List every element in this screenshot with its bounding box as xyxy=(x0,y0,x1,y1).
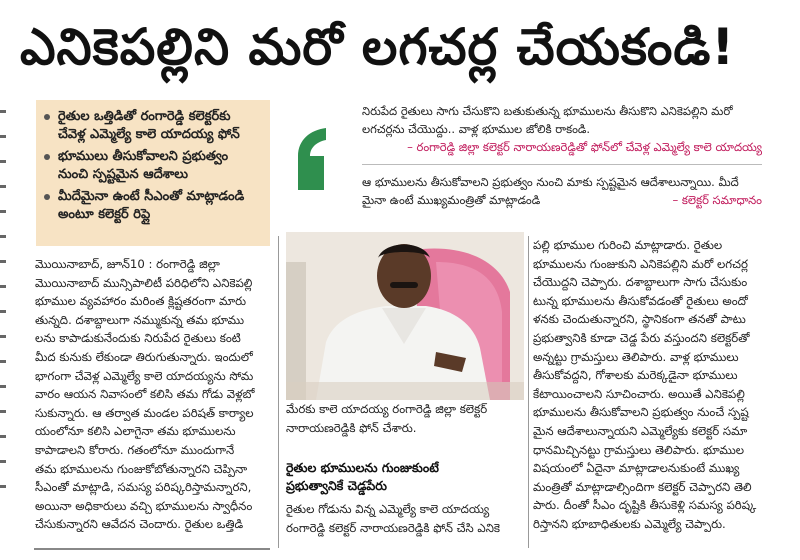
highlights-box xyxy=(36,100,270,246)
article-column-1: మొయినాబాద్, జూన్10 : రంగారెడ్డి జిల్లా మొయినాబాద్ మున్సిపాలిటీ పరిధిలోని ఎనికెపల్లి భూముల వ్యవహారం మరింత క్లిష్టతరంగా మారు తున్నది. దశాబ్దాలుగా నమ్ముకున్న తమ భూము లను కాపాడుకునేందుకు నిరుపేద రైతులు కంటి మీద కునుకు లేకుండా తిరుగుతున్నారు. ఇందులో భాగంగా చేవెళ్ల ఎమ్మెల్యే కాలె యాదయ్యను సోమ వారం ఆయన నివాసంలో కలిసి తమ గోడు వెళ్లబో సుకున్నారు. ఆ తర్వాత మండల పరిషత్ కార్యాల యంలోనూ కలిసి ఎలాగైనా తమ భూములను కాపాడాలని కోరారు. గతంలోనూ ముందుగానే తమ భూములను గుంజుకోబోతున్నారని చెప్పినా సీఎంతో మాట్లాడి, సమస్య పరిష్కరిస్తామన్నారని, అయినా అధికారులు వచ్చి భూములను స్వాధీనం చేసుకున్నారని ఆవేదన చెందారు. రైతుల ఒత్తిడి xyxy=(35,257,255,532)
quote-mark-icon xyxy=(288,126,330,192)
highlight-item xyxy=(44,108,262,144)
reply-line: మైనా ఉంటే ముఖ్యమంత్రితో మాట్లాడండి xyxy=(362,193,541,207)
quote-line: నిరుపేద రైతులు సాగు చేసుకొని బతుకుతున్న భూములను తీసుకొని ఎనికెపల్లిని మరో xyxy=(362,104,733,118)
highlight-text: భూములు తీసుకోవాలని ప్రభుత్వం నుంచి స్పష్టమైన ఆదేశాలు xyxy=(58,149,229,182)
photo-caption: మేరకు కాలె యాదయ్య రంగారెడ్డి జిల్లా కలెక్టర్ నారాయణరెడ్డికి ఫోన్ చేశారు. xyxy=(286,402,488,435)
subheading: రైతుల భూములను గుంజుకుంటే ప్రభుత్వానికే చెడ్డపేరు xyxy=(286,460,439,493)
highlight-text: రైతుల ఒత్తిడితో రంగారెడ్డి కలెక్టర్‌కు చేవెళ్ల ఎమ్మెల్యే కాలె యాదయ్య ఫోన్ xyxy=(58,109,240,142)
article-column-3: పల్లి భూముల గురించి మాట్లాడారు. రైతుల భూములను గుంజుకుని ఎనికెపల్లిని మరో లగచర్ల చేయొద్దని చెప్పారు. దశాబ్దాలుగా సాగు చేసుకుం టున్న భూములను తీసుకోవడంతో రైతులు అందో ళనకు చెందుతున్నారని, స్థానికంగా తనతో పాటు ప్రభుత్వానికి కూడా చెడ్డ పేరు వస్తుందని కలెక్టర్‌తో అన్నట్టు గ్రామస్తులు తెలిపారు. వాళ్ల భూములు తీసుకోవద్దని, గోశాలకు మరెక్కడైనా భూములు కేటాయించాలని సూచించారు. అయితే ఎనికెపల్లి భూములను తీసుకోవాలని ప్రభుత్వం నుంచే స్పష్ట మైన ఆదేశాలున్నాయని ఎమ్మెల్యేకు కలెక్టర్ సమా ధానమిచ్చినట్టు గ్రామస్తులు తెలిపారు. భూముల విషయంలో ఏదైనా మాట్లాడాలనుకుంటే ముఖ్య మంత్రితో మాట్లాడాల్సిందిగా కలెక్టర్ చెప్పారని తెలి పారు. దీంతో సీఎం దృష్టికి తీసుకెళ్లి సమస్య పరిష్క రిస్తానని భూబాధితులకు ఎమ్మెల్యే చెప్పారు. xyxy=(533,238,757,531)
highlight-item xyxy=(44,148,262,184)
quote-attribution: – రంగారెడ్డి జిల్లా కలెక్టర్ నారాయణరెడ్డితో ఫోన్‌లో చేవెళ్ల ఎమ్మెల్యే కాలె యాదయ్య xyxy=(407,140,762,154)
reply-attribution: – కలెక్టర్ సమాధానం xyxy=(672,193,762,207)
mla-portrait-image xyxy=(286,232,524,400)
divider xyxy=(362,164,762,165)
previous-column-edge xyxy=(0,110,8,560)
bottom-rule xyxy=(34,548,270,550)
mla-photo xyxy=(286,232,524,400)
bullet-icon xyxy=(44,114,50,120)
article-column-2: రైతుల గోడును విన్న ఎమ్మెల్యే కాలె యాదయ్య రంగారెడ్డి కలెక్టర్ నారాయణరెడ్డికి ఫోన్ చేసి ఎనికె xyxy=(286,502,501,535)
reply-line: ఆ భూములను తీసుకోవాలని ప్రభుత్వం నుంచి మాకు స్పష్టమైన ఆదేశాలున్నాయి. మీదే xyxy=(362,175,739,189)
highlight-text: మీదేమైనా ఉంటే సీఎంతో మాట్లాడండి అంటూ కలెక్టర్ రిప్లై xyxy=(58,189,245,222)
column-rule xyxy=(528,236,529,548)
mla-quote xyxy=(362,102,762,209)
bullet-icon xyxy=(44,154,50,160)
headline: ఎనికెపల్లిని మరో లగచర్ల చేయకండి! xyxy=(20,18,736,76)
quote-line: లగచర్లను చేయొద్దు.. వాళ్ల భూముల జోలికి రాకండి. xyxy=(362,122,591,136)
highlight-item xyxy=(44,188,262,224)
bullet-icon xyxy=(44,194,50,200)
column-rule xyxy=(278,236,279,548)
